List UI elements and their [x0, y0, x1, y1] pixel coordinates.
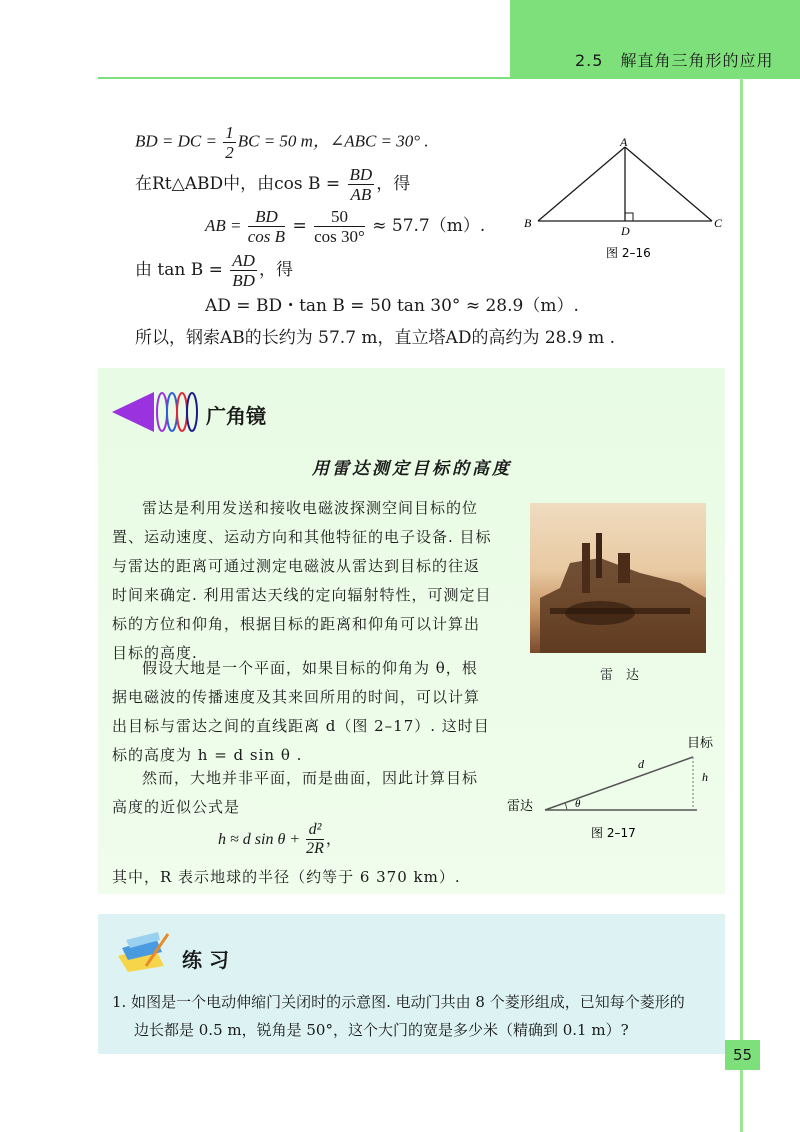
h-label: h [702, 770, 708, 784]
solution-line-5: AD = BD・tan B = 50 tan 30° ≈ 28.9（m）. [205, 296, 579, 316]
figure-2-17-caption: 图 2–17 [591, 826, 636, 840]
d-label: d [638, 757, 644, 771]
theta-label: θ [575, 798, 581, 810]
paragraph-1: 雷达是利用发送和接收电磁波探测空间目标的位置、运动速度、运动方向和其他特征的电子设备. 目标与雷达的距离可通过测定电磁波从雷达到目标的往返时间来确定. 利用雷达天线的定向辐射特性，可测定目标的方位和仰角，根据目标的距离和仰角可以计算出目标的高度. [112, 499, 492, 662]
side-ab [538, 147, 625, 221]
radar-photo [530, 503, 706, 653]
angle-arc [565, 803, 567, 810]
label-a: A [620, 135, 628, 149]
radar-label: 雷达 [507, 799, 534, 814]
page-number: 55 [725, 1040, 760, 1070]
section-label: 2.5 解直角三角形的应用 [575, 51, 774, 70]
question-1-line-1: 1. 如图是一个电动伸缩门关闭时的示意图. 电动门共由 8 个菱形组成，已知每个菱形的 [112, 993, 685, 1011]
solution-line-4: 由 tan B = $\frac{AD}{BD}$ ，得 [135, 251, 293, 290]
photo-caption: 雷 达 [600, 668, 640, 683]
exercise-title: 练 习 [182, 948, 229, 972]
target-label: 目标 [687, 736, 714, 751]
side-ac [625, 147, 712, 221]
label-d: D [621, 224, 630, 238]
exercise-icon [110, 926, 172, 974]
label-c: C [714, 216, 723, 230]
figure-2-16-caption: 图 2–16 [606, 246, 651, 260]
paragraph-3: 然而，大地并非平面，而是曲面，因此计算目标高度的近似公式是 [112, 769, 479, 816]
paragraph-4: 其中，R 表示地球的半径（约等于 6 370 km）. [112, 868, 461, 886]
header-rule [98, 77, 800, 79]
triangle-figure [520, 135, 730, 260]
solution-line-3: AB = $\frac{BD}{\text{cos B}}$ = $\frac{50}{\cos 30^\circ}$ ≈ 57.7（m）. [205, 207, 486, 246]
wide-angle-icon [110, 388, 200, 436]
approx-formula: h ≈ d sin θ + $\frac{\text{d²}}{2R}$ ， [218, 821, 342, 857]
wide-angle-title: 广角镜 [206, 404, 266, 428]
solution-line-2: 在Rt△ABD中，由cos B = $\frac{BD}{AB}$ ，得 [135, 165, 411, 204]
question-1-line-2: 边长都是 0.5 m，锐角是 50°，这个大门的宽是多少米（精确到 0.1 m）? [134, 1021, 629, 1039]
label-b: B [524, 216, 532, 230]
distance-line [545, 757, 693, 810]
solution-line-6: 所以，钢索AB的长约为 57.7 m，直立塔AD的高约为 28.9 m . [135, 328, 616, 348]
paragraph-2: 假设大地是一个平面，如果目标的仰角为 θ，根据电磁波的传播速度及其来回所用的时间，可以计算出目标与雷达之间的直线距离 d（图 2–17）. 这时目标的高度为 h = d sin θ . [112, 659, 490, 764]
side-rule [740, 78, 743, 1132]
solution-line-1: BD = DC = $\frac{1}{2}$ BC = 50 m，∠ABC = 30° . [135, 123, 429, 162]
article-title: 用雷达测定目标的高度 [312, 459, 512, 479]
radar-figure [505, 735, 720, 845]
right-angle-mark [625, 213, 633, 221]
